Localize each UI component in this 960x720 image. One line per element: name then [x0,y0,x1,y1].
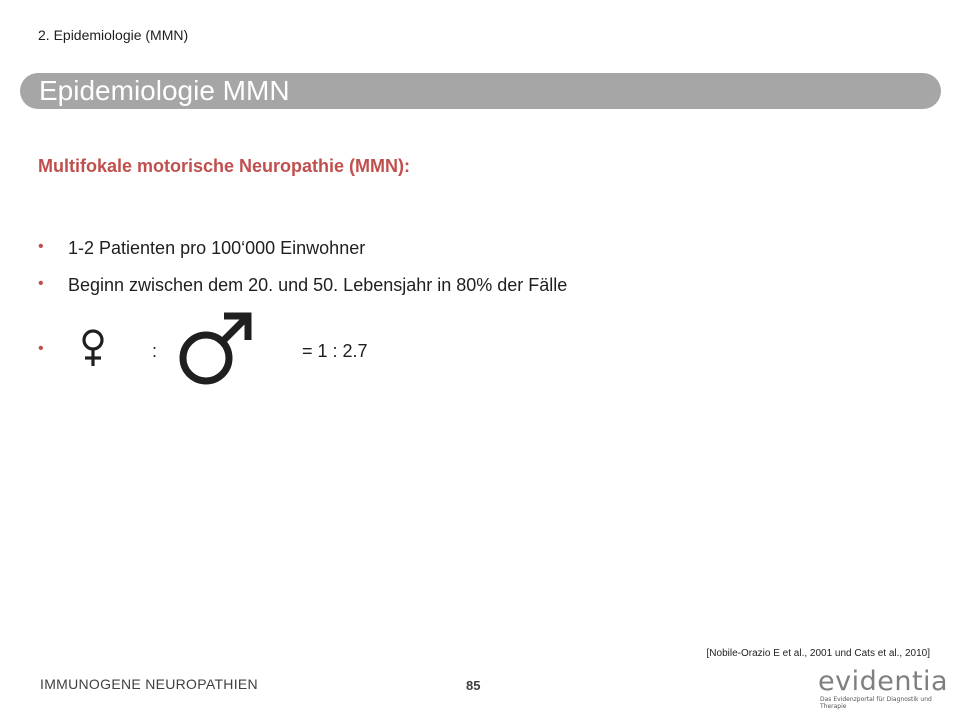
male-symbol-icon [176,308,256,388]
evidentia-logo [818,666,949,712]
section-subtitle: Multifokale motorische Neuropathie (MMN): [38,156,411,176]
logo-tagline: Das Evidenzportal für Diagnostik und Therapie [820,696,932,710]
page-number: 85 [466,678,481,693]
logo-wordmark: evidentia [818,666,949,697]
bullet-icon: • [38,238,44,255]
bullet-icon: • [38,275,44,292]
bullet-text: Beginn zwischen dem 20. und 50. Lebensjahr in 80% der Fälle [68,275,568,295]
bullet-icon: • [38,340,44,357]
ratio-value: = 1 : 2.7 [302,341,368,361]
female-symbol-icon [80,328,106,368]
breadcrumb: 2. Epidemiologie (MMN) [38,27,189,43]
reference-citation: [Nobile-Orazio E et al., 2001 und Cats et al., 2010] [706,648,930,659]
ratio-separator: : [152,341,158,361]
footer-section-label: IMMUNOGENE NEUROPATHIEN [40,676,258,692]
page-title: Epidemiologie MMN [39,75,290,106]
bullet-text: 1-2 Patienten pro 100‘000 Einwohner [68,238,366,258]
